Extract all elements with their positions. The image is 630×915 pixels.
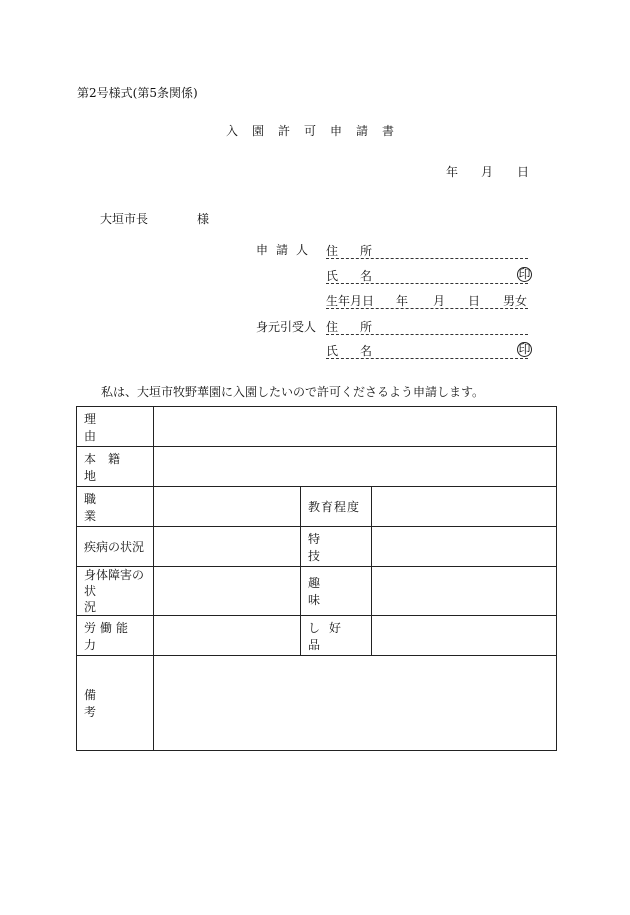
domicile-input-cell[interactable] — [154, 447, 557, 487]
table-row-occupation — [77, 487, 557, 527]
seal-icon: 印 — [518, 342, 531, 356]
preference-input-cell[interactable] — [372, 616, 557, 656]
reason-label: 理由 — [84, 411, 139, 443]
birth-month-label: 月 — [433, 294, 446, 308]
form-number: 第2号様式(第5条関係) — [77, 86, 198, 100]
application-details-table — [76, 406, 557, 751]
table-row-remarks — [77, 656, 557, 751]
birth-day-label: 日 — [468, 294, 481, 308]
guarantor-address-label: 住所 — [326, 320, 395, 334]
sex-label: 男女 — [503, 294, 528, 308]
domicile-label-cell — [77, 447, 154, 487]
table-row-disability — [77, 567, 557, 616]
skill-label-cell — [301, 527, 372, 567]
table-row-work-ability — [77, 616, 557, 656]
disability-label-line1: 身体障害の — [84, 568, 145, 582]
birthdate-label: 生年月日 — [326, 294, 375, 308]
addressee — [100, 210, 210, 227]
guarantor-name-label: 氏名 — [326, 344, 395, 358]
addressee-honorific: 様 — [197, 212, 210, 226]
hobby-label: 趣味 — [308, 576, 350, 607]
illness-input-cell[interactable] — [154, 527, 301, 567]
table-row-domicile — [77, 447, 557, 487]
hobby-input-cell[interactable] — [372, 567, 557, 616]
illness-label: 疾病の状況 — [84, 540, 145, 554]
education-label-cell — [301, 487, 372, 527]
seal-icon: 印 — [518, 267, 531, 281]
illness-label-cell — [77, 527, 154, 567]
work-ability-label-cell — [77, 616, 154, 656]
guarantor-name-field[interactable] — [326, 340, 531, 359]
date-day-label: 日 — [517, 165, 530, 179]
applicant-name-label: 氏名 — [326, 269, 395, 283]
remarks-label-cell — [77, 656, 154, 751]
document-title: 入園許可申請書 — [226, 124, 409, 138]
work-ability-input-cell[interactable] — [154, 616, 301, 656]
disability-label-cell — [77, 567, 154, 616]
applicant-birthdate-field[interactable] — [326, 290, 528, 309]
birth-year-label: 年 — [396, 294, 409, 308]
guarantor-address-field[interactable] — [326, 316, 528, 335]
applicant-name-field[interactable] — [326, 265, 531, 284]
application-statement: 私は、大垣市牧野華園に入園したいので許可くださるよう申請します。 — [101, 385, 485, 399]
occupation-input-cell[interactable] — [154, 487, 301, 527]
date-year-label: 年 — [446, 165, 459, 179]
occupation-label: 職業 — [84, 491, 139, 523]
addressee-name: 大垣市長 — [100, 212, 149, 226]
reason-label-cell — [77, 407, 154, 447]
domicile-label: 本籍地 — [84, 451, 133, 483]
occupation-label-cell — [77, 487, 154, 527]
guarantor-label: 身元引受人 — [256, 320, 317, 334]
preference-label: し好品 — [308, 620, 351, 652]
table-row-illness — [77, 527, 557, 567]
applicant-address-field[interactable] — [326, 240, 528, 259]
education-input-cell[interactable] — [372, 487, 557, 527]
remarks-input-cell[interactable] — [154, 656, 557, 751]
education-label: 教育程度 — [308, 500, 361, 514]
skill-label: 特技 — [308, 531, 350, 563]
disability-input-cell[interactable] — [154, 567, 301, 616]
table-row-reason — [77, 407, 557, 447]
work-ability-label: 労働能力 — [84, 620, 133, 652]
reason-input-cell[interactable] — [154, 407, 557, 447]
date-month-label: 月 — [481, 165, 494, 179]
hobby-label-cell — [301, 567, 372, 616]
skill-input-cell[interactable] — [372, 527, 557, 567]
applicant-label: 申請人 — [256, 243, 317, 257]
preference-label-cell — [301, 616, 372, 656]
applicant-address-label: 住所 — [326, 244, 395, 258]
disability-label-line2: 状況 — [84, 584, 139, 614]
remarks-label: 備考 — [84, 688, 139, 719]
